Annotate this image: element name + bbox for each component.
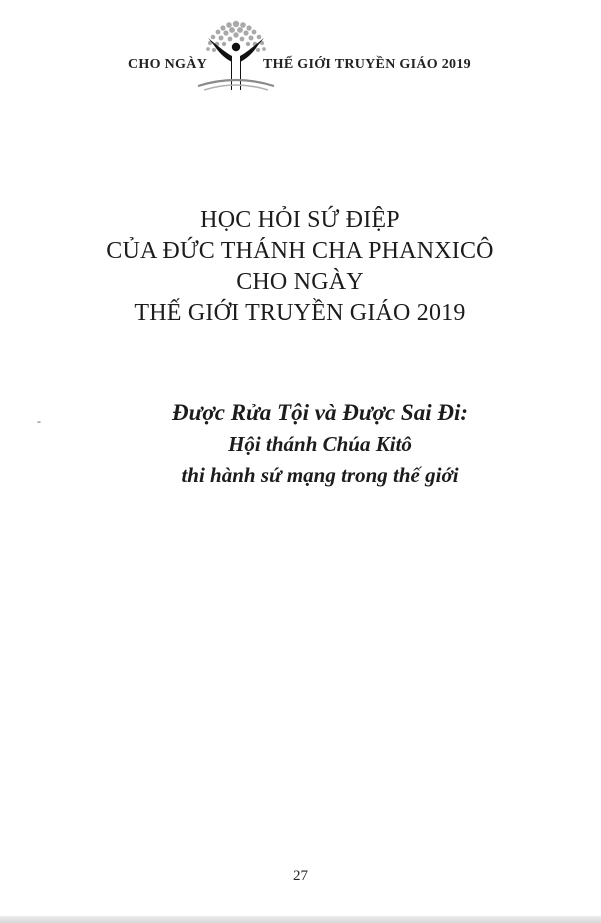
title-line: CỦA ĐỨC THÁNH CHA PHANXICÔ <box>106 238 494 264</box>
page-number: 27 <box>293 868 308 884</box>
title-line: HỌC HỎI SỨ ĐIỆP <box>200 207 400 233</box>
page-bottom-edge <box>0 916 601 923</box>
header-right-text: THẾ GIỚI TRUYỀN GIÁO 2019 <box>263 57 471 72</box>
margin-dash-mark: - <box>37 414 41 428</box>
subtitle-line: thi hành sứ mạng trong thế giới <box>181 463 459 487</box>
header-left-text: CHO NGÀY <box>128 57 208 72</box>
subtitle-line: Được Rửa Tội và Được Sai Đi: <box>172 400 468 425</box>
page-title <box>80 205 520 329</box>
page-subtitle <box>120 397 520 491</box>
running-header <box>0 0 601 100</box>
title-line: THẾ GIỚI TRUYỀN GIÁO 2019 <box>134 300 466 326</box>
subtitle-line: Hội thánh Chúa Kitô <box>228 432 412 456</box>
title-line: CHO NGÀY <box>236 269 364 295</box>
